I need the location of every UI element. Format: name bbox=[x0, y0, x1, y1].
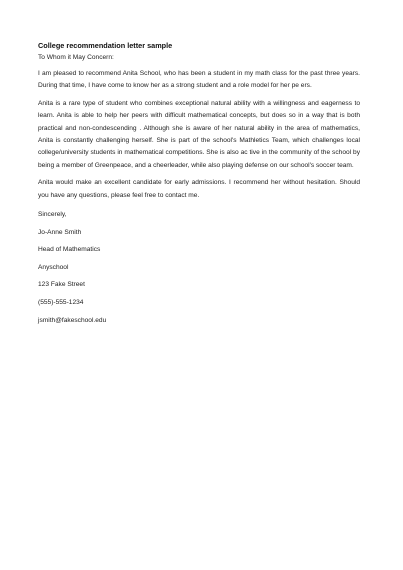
signer-email: jsmith@fakeschool.edu bbox=[38, 316, 107, 324]
paragraph-recommendation: Anita would make an excellent candidate for early admissions. I recommend her without hesitation. Should you have any questions, please feel free to contact me. bbox=[38, 179, 360, 199]
signature-block bbox=[38, 210, 360, 326]
closing: Sincerely, bbox=[38, 211, 67, 219]
paragraph-qualities: Anita is a rare type of student who combines exceptional natural ability with a willingness and eagerness to learn. Anita is able to help her peers with difficult mathematical concepts, but does so in a way that is both practical and non-condescending . Although she is aware of her natural ability in the area of mathematics, Anita is constantly challenging herself. She is part of the school's Mathletics Team, which challenges local college/university students in mathematical competitions. She is also ac tive in the community of the school by being a member of Greenpeace, and a cheerleader, while also playing defense on our school's soccer team. bbox=[38, 99, 360, 169]
salutation: To Whom it May Concern: bbox=[38, 54, 114, 61]
signer-school: Anyschool bbox=[38, 263, 69, 271]
signer-name: Jo-Anne Smith bbox=[38, 228, 82, 236]
letter-page bbox=[38, 41, 360, 333]
signer-street: 123 Fake Street bbox=[38, 281, 85, 289]
signer-phone: (555)-555-1234 bbox=[38, 299, 84, 307]
document-title: College recommendation letter sample bbox=[38, 41, 173, 50]
signer-role: Head of Mathematics bbox=[38, 246, 101, 254]
paragraph-intro: I am pleased to recommend Anita School, who has been a student in my math class for the past three years. During that time, I have come to know her as a strong student and a role model for her pe ers. bbox=[38, 70, 360, 90]
